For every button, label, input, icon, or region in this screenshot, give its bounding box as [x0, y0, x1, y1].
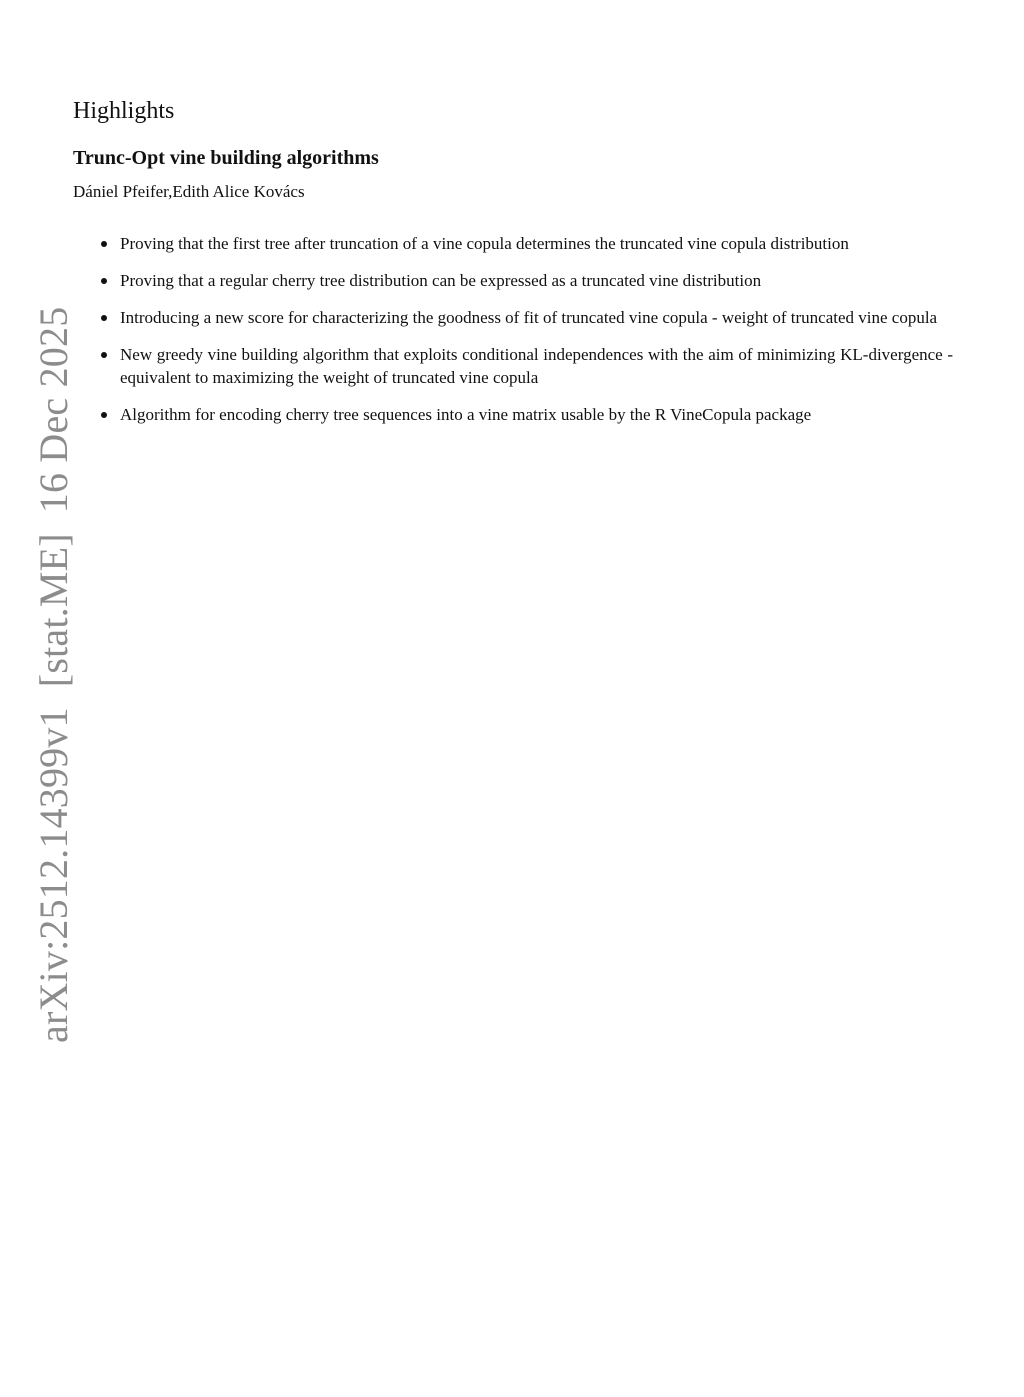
arxiv-sidebar-stamp	[31, 306, 76, 1043]
page-content	[73, 96, 953, 440]
highlight-text: Proving that the first tree after truncation of a vine copula determines the truncated vine copula distribution	[120, 234, 849, 253]
highlight-text: New greedy vine building algorithm that exploits conditional independences with the aim of minimizing KL-divergence - equivalent to maximizing the weight of truncated vine copula	[120, 345, 953, 387]
bullet-icon	[101, 278, 107, 284]
author-list: Dániel Pfeifer,Edith Alice Kovács	[73, 182, 305, 201]
bullet-icon	[101, 241, 107, 247]
highlight-item	[73, 269, 953, 292]
bullet-icon	[101, 412, 107, 418]
highlight-item	[73, 403, 953, 426]
highlight-text: Proving that a regular cherry tree distribution can be expressed as a truncated vine distribution	[120, 271, 762, 290]
arxiv-date: 16 Dec 2025	[31, 306, 76, 514]
bullet-icon	[101, 315, 107, 321]
highlight-item	[73, 232, 953, 255]
arxiv-id: arXiv:2512.14399v1	[31, 707, 76, 1043]
paper-title: Trunc-Opt vine building algorithms	[73, 147, 379, 169]
highlights-list	[73, 232, 953, 426]
highlight-item	[73, 306, 953, 329]
section-heading: Highlights	[73, 98, 175, 124]
bullet-icon	[101, 352, 107, 358]
arxiv-category: [stat.ME]	[31, 533, 76, 688]
highlight-text: Introducing a new score for characterizing the goodness of fit of truncated vine copula - weight of truncated vine copula	[120, 308, 938, 327]
highlight-text: Algorithm for encoding cherry tree sequences into a vine matrix usable by the R VineCopula package	[120, 405, 812, 424]
highlight-item	[73, 343, 953, 389]
